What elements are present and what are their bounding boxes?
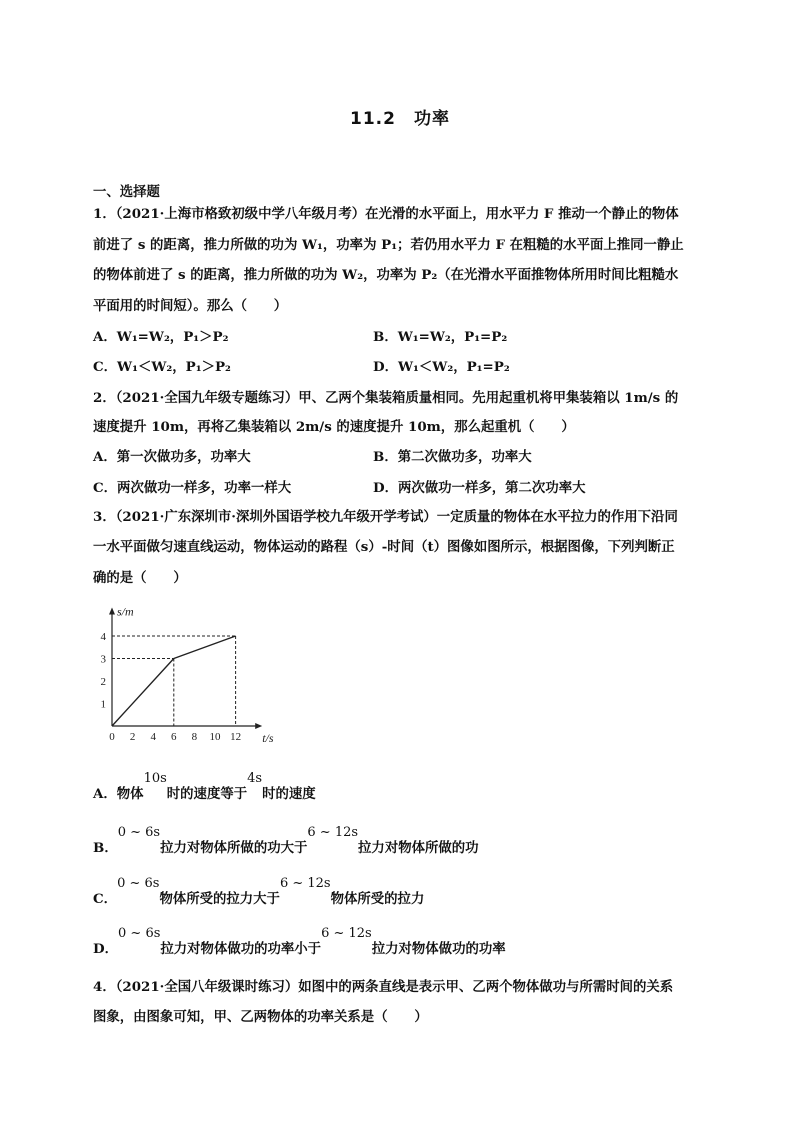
q3-option-c-suffix: 物体所受的拉力 xyxy=(330,891,425,907)
q3-option-d-suffix: 拉力对物体做功的功率 xyxy=(371,941,506,957)
q3-option-c-prefix: C． xyxy=(93,891,118,907)
x-tick-label: 2 xyxy=(129,731,136,743)
y-tick-label: 1 xyxy=(100,698,106,711)
q3-option-b-time-2: 6 ~ 12s xyxy=(307,825,359,840)
q2-line-1: 2．（2021·全国九年级专题练习）甲、乙两个集装箱质量相同。先用起重机将甲集装箱以 1m/s 的 xyxy=(93,390,679,406)
q1-option-d: D．W₁＜W₂，P₁=P₂ xyxy=(373,359,510,375)
q4-line-2: 图象，由图象可知，甲、乙两物体的功率关系是（ ） xyxy=(93,1009,428,1025)
section-heading: 一、选择题 xyxy=(93,184,160,200)
q2-line-2: 速度提升 10m，再将乙集装箱以 2m/s 的速度提升 10m，那么起重机（ ） xyxy=(93,419,575,435)
q3-option-d-time-2: 6 ~ 12s xyxy=(321,926,372,941)
q3-option-b-prefix: B． xyxy=(93,840,118,856)
q3-option-c-mid: 物体所受的拉力大于 xyxy=(159,891,280,907)
q1-line-4: 平面用的时间短）。那么（ ） xyxy=(93,298,288,314)
q3-line-2: 一水平面做匀速直线运动，物体运动的路程（s）-时间（t）图像如图所示，根据图像，下列判断正 xyxy=(93,539,675,555)
q3-line-3: 确的是（ ） xyxy=(93,570,187,586)
y-axis-label: s/m xyxy=(117,604,134,619)
q3-option-d-mid: 拉力对物体做功的功率小于 xyxy=(160,941,322,957)
q1-line-2: 前进了 s 的距离，推力所做的功为 W₁，功率为 P₁；若仍用水平力 F 在粗糙的水平面上推同一静止 xyxy=(93,237,684,253)
q3-option-b-suffix: 拉力对物体所做的功 xyxy=(358,840,479,856)
q3-option-d xyxy=(93,926,506,957)
q3-option-a-mid: 时的速度等于 xyxy=(166,786,248,802)
q2-option-c: C．两次做功一样多，功率一样大 xyxy=(93,480,292,496)
y-tick-label: 4 xyxy=(100,631,106,643)
q3-option-d-prefix: D． xyxy=(93,941,119,957)
q1-option-b: B．W₁=W₂，P₁=P₂ xyxy=(373,329,508,345)
x-axis-label: t/s xyxy=(262,731,274,745)
q1-line-3: 的物体前进了 s 的距离，推力所做的功为 W₂，功率为 P₂（在光滑水平面推物体所用时间比粗糙水 xyxy=(93,267,679,283)
y-tick-label: 2 xyxy=(100,676,106,688)
x-axis-arrow xyxy=(255,723,262,729)
x-tick-label: 6 xyxy=(171,731,177,743)
q3-option-c xyxy=(93,876,425,907)
y-tick-label: 3 xyxy=(100,653,106,666)
x-tick-label: 10 xyxy=(209,731,221,743)
page-title: 11.2 功率 xyxy=(350,109,450,129)
q3-option-a-prefix: A．物体 xyxy=(93,786,144,802)
q1-option-a: A．W₁=W₂，P₁＞P₂ xyxy=(93,329,229,345)
q3-option-b-mid: 拉力对物体所做的功大于 xyxy=(160,840,308,856)
data-line-segment xyxy=(112,659,174,727)
q3-option-b-time-1: 0 ~ 6s xyxy=(117,825,161,840)
q2-option-b: B．第二次做功多，功率大 xyxy=(373,449,532,465)
q4-line-1: 4．（2021·全国八年级课时练习）如图中的两条直线是表示甲、乙两个物体做功与所需时间的关系 xyxy=(93,979,674,995)
q3-option-a-time-2: 4s xyxy=(247,771,263,786)
q1-line-1: 1．（2021·上海市格致初级中学八年级月考）在光滑的水平面上，用水平力 F 推动一个静止的物体 xyxy=(93,206,679,222)
x-tick-label: 4 xyxy=(150,731,156,743)
x-tick-label: 0 xyxy=(109,731,115,743)
q2-option-d: D．两次做功一样多，第二次功率大 xyxy=(373,480,586,496)
q3-line-1: 3．（2021·广东深圳市·深圳外国语学校九年级开学考试）一定质量的物体在水平拉力的作用下沿同 xyxy=(93,509,678,525)
q3-option-c-time-1: 0 ~ 6s xyxy=(117,876,160,891)
data-line-segment xyxy=(174,636,236,659)
q2-option-a: A．第一次做功多，功率大 xyxy=(93,449,251,465)
q3-option-d-time-1: 0 ~ 6s xyxy=(118,926,161,941)
q3-option-a-suffix: 时的速度 xyxy=(262,786,316,802)
x-tick-label: 8 xyxy=(191,731,198,743)
x-tick-label: 12 xyxy=(230,731,242,743)
q3-option-a xyxy=(93,771,316,802)
y-axis-arrow xyxy=(109,608,115,615)
q3-option-b xyxy=(93,825,479,856)
q1-option-c: C．W₁＜W₂，P₁＞P₂ xyxy=(93,359,231,375)
q3-option-a-time-1: 10s xyxy=(143,771,167,786)
q3-option-c-time-2: 6 ~ 12s xyxy=(279,876,331,891)
distance-time-chart xyxy=(90,598,300,758)
